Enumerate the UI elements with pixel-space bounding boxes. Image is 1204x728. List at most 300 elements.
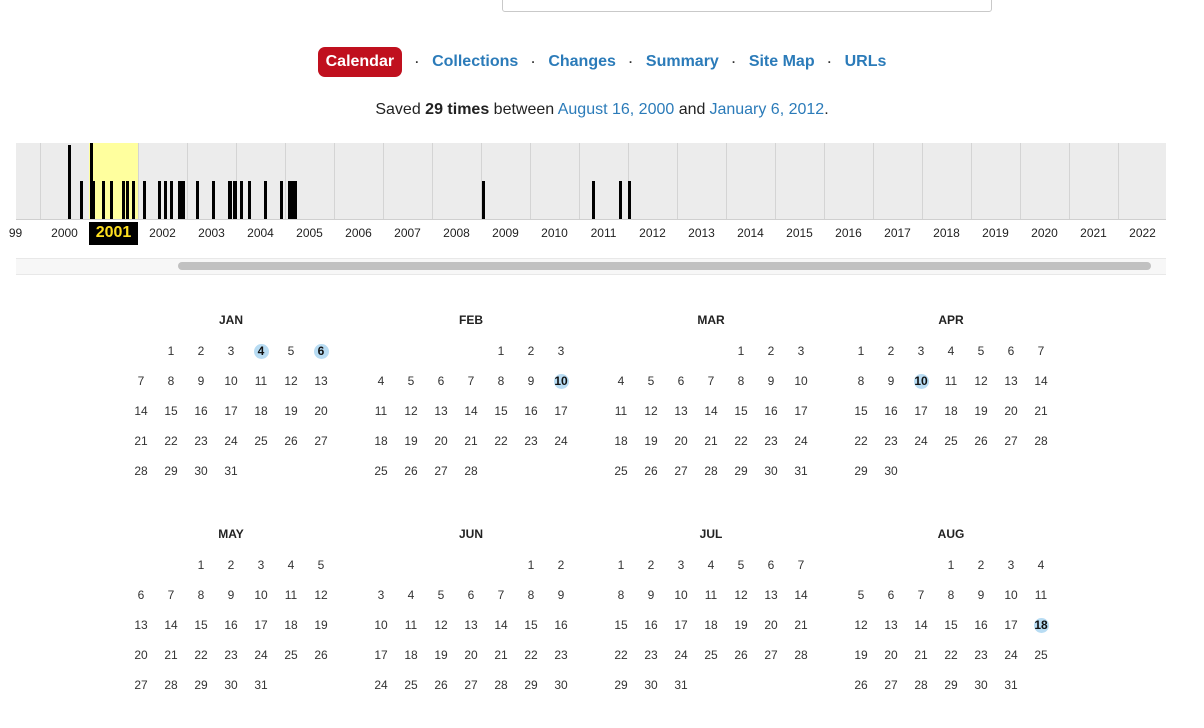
url-search-input[interactable] [502, 0, 992, 12]
nav-separator: · [415, 55, 420, 69]
calendar-day: 22 [494, 434, 508, 448]
nav-collections[interactable]: Collections [432, 53, 519, 70]
calendar-day: 31 [254, 678, 268, 692]
capture-spark[interactable] [132, 181, 135, 219]
calendar-day: 4 [617, 374, 625, 388]
calendar-day: 6 [467, 588, 475, 602]
calendar-day: 1 [167, 344, 175, 358]
calendar-day: 4 [377, 374, 385, 388]
captured-day[interactable]: 10 [554, 374, 568, 388]
year-label[interactable]: 2012 [639, 226, 666, 240]
calendar-day: 25 [374, 464, 388, 478]
calendar-day: 11 [704, 588, 718, 602]
year-divider [138, 143, 139, 219]
calendar-day: 9 [647, 588, 655, 602]
year-label[interactable]: 99 [8, 226, 23, 240]
month-name: AUG [937, 527, 965, 541]
calendar-day: 19 [404, 434, 418, 448]
capture-spark[interactable] [592, 181, 595, 219]
year-divider [530, 143, 531, 219]
calendar-day: 7 [167, 588, 175, 602]
year-label[interactable]: 2007 [394, 226, 421, 240]
calendar-day: 6 [887, 588, 895, 602]
calendar-day: 15 [734, 404, 748, 418]
calendar-day: 21 [704, 434, 718, 448]
calendar-day: 3 [677, 558, 685, 572]
year-label[interactable]: 2022 [1129, 226, 1156, 240]
calendar-day: 24 [254, 648, 268, 662]
year-divider [285, 143, 286, 219]
capture-summary [0, 101, 1204, 119]
calendar-day: 5 [737, 558, 745, 572]
capture-spark[interactable] [212, 181, 215, 219]
calendar-day: 30 [974, 678, 988, 692]
calendar-day: 3 [557, 344, 565, 358]
month-name: MAR [697, 313, 725, 327]
year-label[interactable]: 2014 [737, 226, 764, 240]
year-label[interactable]: 2017 [884, 226, 911, 240]
calendar-day: 25 [404, 678, 418, 692]
calendar-day: 11 [374, 404, 388, 418]
calendar-day: 16 [974, 618, 988, 632]
calendar-day: 25 [614, 464, 628, 478]
calendar-day: 10 [224, 374, 238, 388]
calendar-day: 29 [854, 464, 868, 478]
calendar-day: 25 [944, 434, 958, 448]
calendar-day: 18 [374, 434, 388, 448]
calendar-day: 18 [284, 618, 298, 632]
calendar-day: 20 [314, 404, 328, 418]
calendar-day: 2 [197, 344, 205, 358]
calendar-day: 18 [404, 648, 418, 662]
nav-separator: · [628, 55, 633, 69]
calendar-day: 17 [674, 618, 688, 632]
calendar-day: 15 [854, 404, 868, 418]
year-divider [334, 143, 335, 219]
calendar-day: 8 [197, 588, 205, 602]
calendar-day: 10 [374, 618, 388, 632]
captured-day[interactable]: 6 [306, 336, 336, 366]
calendar-day: 13 [434, 404, 448, 418]
capture-spark[interactable] [158, 181, 161, 219]
calendar-day: 6 [137, 588, 145, 602]
calendar-day: 15 [164, 404, 178, 418]
calendar-day: 7 [467, 374, 475, 388]
calendar-day: 19 [854, 648, 868, 662]
calendar-day: 16 [224, 618, 238, 632]
calendar-day: 2 [977, 558, 985, 572]
year-label[interactable]: 2010 [541, 226, 568, 240]
calendar-day: 24 [794, 434, 808, 448]
capture-spark[interactable] [122, 181, 125, 219]
calendar-day: 14 [164, 618, 178, 632]
calendar-day: 30 [194, 464, 208, 478]
calendar-day: 11 [614, 404, 628, 418]
calendar-day: 20 [674, 434, 688, 448]
calendar-day: 22 [524, 648, 538, 662]
timeline-year-labels [8, 222, 1166, 248]
calendar-day: 7 [137, 374, 145, 388]
capture-spark[interactable] [126, 181, 129, 219]
calendar-day: 14 [464, 404, 478, 418]
calendar-day: 15 [194, 618, 208, 632]
last-capture-link[interactable]: January 6, 2012 [709, 101, 825, 118]
first-capture-link[interactable]: August 16, 2000 [557, 101, 675, 118]
year-label[interactable]: 2019 [982, 226, 1009, 240]
calendar-day: 11 [284, 588, 298, 602]
calendar-day: 15 [614, 618, 628, 632]
calendar-day: 8 [947, 588, 955, 602]
capture-spark[interactable] [248, 181, 251, 219]
calendar-day: 28 [1034, 434, 1048, 448]
calendar-day: 19 [314, 618, 328, 632]
year-label[interactable]: 2011 [590, 226, 617, 240]
year-divider [383, 143, 384, 219]
year-divider [579, 143, 580, 219]
calendar-day: 12 [284, 374, 298, 388]
year-divider [873, 143, 874, 219]
calendar-day: 1 [527, 558, 535, 572]
year-divider [1069, 143, 1070, 219]
calendar-day: 18 [254, 404, 268, 418]
capture-spark[interactable] [181, 181, 185, 219]
calendar-day: 8 [527, 588, 535, 602]
calendar-day: 15 [494, 404, 508, 418]
calendar-day: 27 [674, 464, 688, 478]
captured-day[interactable]: 10 [914, 374, 928, 388]
calendar-day: 12 [434, 618, 448, 632]
year-divider [187, 143, 188, 219]
calendar-day: 26 [314, 648, 328, 662]
calendar-day: 29 [164, 464, 178, 478]
calendar-day: 5 [407, 374, 415, 388]
calendar-day: 11 [944, 374, 958, 388]
calendar-day: 26 [854, 678, 868, 692]
calendar-day: 1 [617, 558, 625, 572]
month-name: JUN [458, 527, 483, 541]
calendar-day: 6 [1007, 344, 1015, 358]
calendar-day: 23 [524, 434, 538, 448]
calendar-day: 22 [854, 434, 868, 448]
capture-spark[interactable] [280, 181, 283, 219]
year-label[interactable]: 2016 [835, 226, 862, 240]
calendar-day: 6 [437, 374, 445, 388]
calendar-day: 20 [134, 648, 148, 662]
calendar-day: 29 [944, 678, 958, 692]
calendar-day: 27 [314, 434, 328, 448]
nav-calendar[interactable]: Calendar [318, 47, 402, 77]
calendar-day: 18 [704, 618, 718, 632]
capture-spark[interactable] [619, 181, 622, 219]
calendar-day: 17 [1004, 618, 1018, 632]
calendar-day: 24 [914, 434, 928, 448]
capture-spark[interactable] [264, 181, 267, 219]
capture-spark[interactable] [233, 181, 237, 219]
summary-prefix: Saved [375, 101, 421, 118]
calendar-day: 23 [884, 434, 898, 448]
capture-spark[interactable] [110, 181, 113, 219]
calendar-day: 7 [1037, 344, 1045, 358]
calendar-day: 6 [767, 558, 775, 572]
capture-spark[interactable] [102, 181, 105, 219]
calendar-day: 20 [464, 648, 478, 662]
calendar-day: 29 [614, 678, 628, 692]
calendar-day: 28 [164, 678, 178, 692]
calendar-day: 26 [434, 678, 448, 692]
calendar-day: 26 [974, 434, 988, 448]
calendar-day: 8 [857, 374, 865, 388]
capture-spark[interactable] [240, 181, 243, 219]
calendar-day: 2 [887, 344, 895, 358]
calendar-day: 14 [1034, 374, 1048, 388]
calendar-day: 21 [494, 648, 508, 662]
capture-spark[interactable] [482, 181, 485, 219]
capture-spark[interactable] [294, 181, 297, 219]
calendar-day: 12 [854, 618, 868, 632]
calendar-day: 1 [857, 344, 865, 358]
scrollbar-thumb[interactable] [178, 262, 1151, 270]
calendar-day: 8 [167, 374, 175, 388]
calendar-day: 27 [434, 464, 448, 478]
calendar-day: 8 [617, 588, 625, 602]
calendar-day: 21 [164, 648, 178, 662]
capture-spark[interactable] [196, 181, 199, 219]
calendar-day: 26 [284, 434, 298, 448]
calendar-day: 22 [194, 648, 208, 662]
capture-spark[interactable] [170, 181, 173, 219]
year-label[interactable]: 2004 [247, 226, 274, 240]
calendar-day: 11 [254, 374, 268, 388]
calendar-day: 30 [224, 678, 238, 692]
year-divider [1118, 143, 1119, 219]
calendar-day: 14 [704, 404, 718, 418]
selected-year-highlight [89, 143, 138, 219]
calendar-day: 29 [194, 678, 208, 692]
year-divider [824, 143, 825, 219]
calendar-day: 21 [1034, 404, 1048, 418]
capture-count: 29 times [425, 101, 490, 118]
calendar-day: 22 [734, 434, 748, 448]
calendar-day: 14 [794, 588, 808, 602]
calendar-day: 29 [524, 678, 538, 692]
calendar-day: 2 [527, 344, 535, 358]
year-label[interactable]: 2018 [933, 226, 960, 240]
calendar-day: 16 [524, 404, 538, 418]
calendar-day: 17 [224, 404, 238, 418]
calendar-day: 26 [734, 648, 748, 662]
calendar-day: 31 [224, 464, 238, 478]
calendar-day: 23 [224, 648, 238, 662]
calendar-day: 13 [314, 374, 328, 388]
calendar-day: 18 [614, 434, 628, 448]
year-divider [432, 143, 433, 219]
calendar-day: 19 [434, 648, 448, 662]
year-divider [726, 143, 727, 219]
calendar-day: 2 [767, 344, 775, 358]
capture-spark[interactable] [68, 145, 71, 219]
calendar-day: 21 [134, 434, 148, 448]
calendar-day: 6 [677, 374, 685, 388]
calendar-day: 22 [944, 648, 958, 662]
calendar-day: 12 [734, 588, 748, 602]
calendar-day: 3 [257, 558, 265, 572]
calendar-day: 22 [164, 434, 178, 448]
year-label[interactable]: 2002 [149, 226, 176, 240]
calendar-day: 17 [794, 404, 808, 418]
year-label[interactable]: 2013 [688, 226, 715, 240]
calendar-day: 13 [674, 404, 688, 418]
calendar-day: 27 [884, 678, 898, 692]
calendar-day: 23 [974, 648, 988, 662]
calendar-day: 12 [314, 588, 328, 602]
calendar-day: 8 [737, 374, 745, 388]
month-name: APR [938, 313, 964, 327]
year-divider [40, 143, 41, 219]
nav-urls[interactable]: URLs [844, 53, 887, 70]
calendar-day: 27 [134, 678, 148, 692]
nav-separator: · [731, 55, 736, 69]
calendar-day: 16 [194, 404, 208, 418]
calendar-day: 2 [227, 558, 235, 572]
calendar-day: 23 [194, 434, 208, 448]
calendar-day: 1 [197, 558, 205, 572]
nav-summary[interactable]: Summary [645, 53, 719, 70]
calendar-day: 7 [497, 588, 505, 602]
calendar-day: 14 [134, 404, 148, 418]
calendar-day: 5 [437, 588, 445, 602]
nav-changes[interactable]: Changes [548, 53, 616, 70]
calendar-day: 3 [797, 344, 805, 358]
month-name: JUL [699, 527, 723, 541]
calendar-day: 13 [464, 618, 478, 632]
calendar-day: 31 [794, 464, 808, 478]
capture-spark[interactable] [164, 181, 167, 219]
calendar-day: 15 [944, 618, 958, 632]
calendar-day: 10 [794, 374, 808, 388]
calendar-day: 17 [554, 404, 568, 418]
calendar-day: 20 [434, 434, 448, 448]
calendar-day: 27 [464, 678, 478, 692]
calendar-day: 30 [764, 464, 778, 478]
year-label[interactable]: 2015 [786, 226, 813, 240]
calendar-day: 4 [1037, 558, 1045, 572]
year-label[interactable]: 2009 [492, 226, 519, 240]
year-label[interactable]: 2021 [1080, 226, 1107, 240]
calendar-day: 10 [1004, 588, 1018, 602]
calendar-day: 4 [407, 588, 415, 602]
calendar-day: 7 [917, 588, 925, 602]
calendar-day: 5 [647, 374, 655, 388]
calendar-day: 21 [464, 434, 478, 448]
calendar-day: 10 [674, 588, 688, 602]
calendar-day: 27 [764, 648, 778, 662]
year-label[interactable]: 2001 [89, 222, 138, 245]
calendar-day: 31 [674, 678, 688, 692]
calendar-day: 20 [1004, 404, 1018, 418]
calendar-day: 29 [734, 464, 748, 478]
nav-separator: · [827, 55, 832, 69]
nav-site-map[interactable]: Site Map [748, 53, 815, 70]
calendar-day: 28 [464, 464, 478, 478]
calendar-day: 24 [674, 648, 688, 662]
capture-spark[interactable] [143, 181, 146, 219]
calendar-day: 2 [557, 558, 565, 572]
calendar-day: 24 [224, 434, 238, 448]
calendar-day: 23 [764, 434, 778, 448]
calendar-day: 23 [644, 648, 658, 662]
captured-day[interactable]: 18 [1034, 618, 1048, 632]
capture-spark[interactable] [628, 181, 631, 219]
calendar-day: 28 [134, 464, 148, 478]
summary-and: and [678, 101, 706, 118]
month-name: MAY [218, 527, 244, 541]
calendar-day: 16 [764, 404, 778, 418]
calendar-day: 8 [497, 374, 505, 388]
year-label[interactable]: 2006 [345, 226, 372, 240]
calendar-day: 24 [554, 434, 568, 448]
calendar-day: 15 [524, 618, 538, 632]
year-divider [922, 143, 923, 219]
year-divider [1020, 143, 1021, 219]
calendar-day: 18 [944, 404, 958, 418]
calendar-day: 9 [887, 374, 895, 388]
calendar-day: 25 [704, 648, 718, 662]
year-label[interactable]: 2020 [1031, 226, 1058, 240]
calendar-day: 19 [974, 404, 988, 418]
calendar-day: 28 [914, 678, 928, 692]
calendar-day: 3 [1007, 558, 1015, 572]
year-label[interactable]: 2003 [198, 226, 225, 240]
capture-spark[interactable] [92, 181, 95, 219]
calendar-day: 9 [977, 588, 985, 602]
calendar-day: 3 [377, 588, 385, 602]
captured-day[interactable]: 4 [246, 336, 276, 366]
year-label[interactable]: 2008 [443, 226, 470, 240]
calendar-day: 11 [404, 618, 418, 632]
timeline-scrollbar[interactable] [16, 258, 1166, 275]
calendar-day: 25 [284, 648, 298, 662]
calendar-day: 19 [734, 618, 748, 632]
calendar-day: 3 [227, 344, 235, 358]
calendar-day: 12 [974, 374, 988, 388]
year-label[interactable]: 2000 [51, 226, 78, 240]
calendar-day: 4 [947, 344, 955, 358]
calendar-day: 14 [494, 618, 508, 632]
calendar-day: 17 [374, 648, 388, 662]
calendar-day: 2 [647, 558, 655, 572]
month-name: JAN [218, 313, 243, 327]
calendar-day: 26 [404, 464, 418, 478]
year-label[interactable]: 2005 [296, 226, 323, 240]
calendar-day: 13 [884, 618, 898, 632]
calendar-day: 12 [644, 404, 658, 418]
capture-sparkline[interactable] [16, 143, 1166, 220]
capture-spark[interactable] [228, 181, 232, 219]
calendar-day: 1 [497, 344, 505, 358]
calendar-day: 9 [557, 588, 565, 602]
calendar-day: 30 [884, 464, 898, 478]
year-divider [775, 143, 776, 219]
capture-spark[interactable] [80, 181, 83, 219]
calendar-day: 3 [917, 344, 925, 358]
calendar-day: 9 [197, 374, 205, 388]
calendar-day: 25 [1034, 648, 1048, 662]
calendar-day: 19 [284, 404, 298, 418]
calendar-day: 4 [287, 558, 295, 572]
calendar-day: 16 [884, 404, 898, 418]
calendar-day: 12 [404, 404, 418, 418]
calendar-day: 23 [554, 648, 568, 662]
